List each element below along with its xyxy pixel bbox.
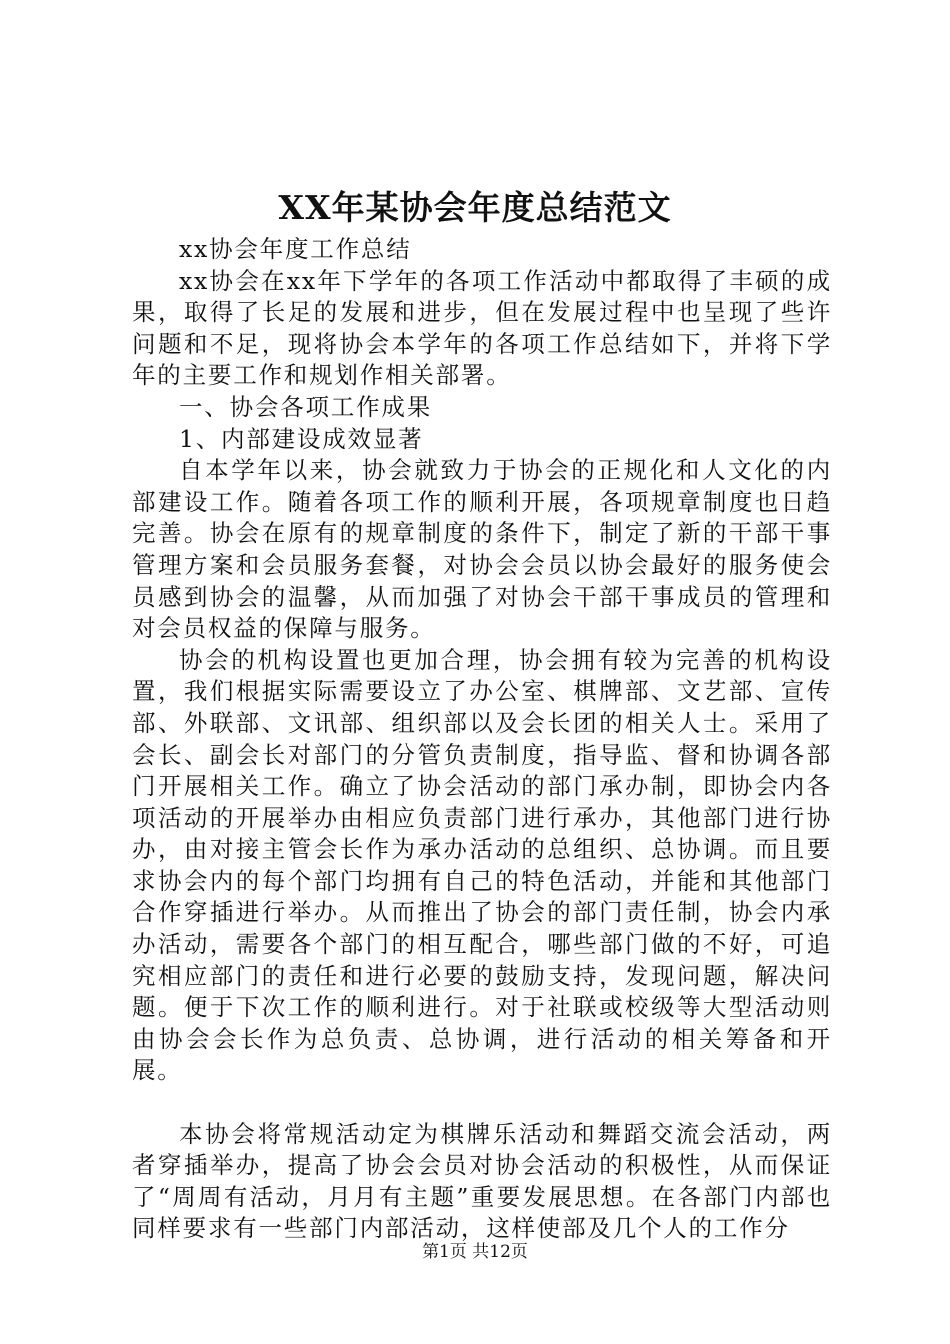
section-heading: 一、协会各项工作成果 bbox=[179, 392, 432, 421]
document-body bbox=[132, 234, 832, 1245]
page-footer: 第1页 共12页 bbox=[422, 1242, 528, 1262]
paragraph-internal-construction: 自本学年以来，协会就致力于协会的正规化和人文化的内部建设工作。随着各项工作的顺利开展，各项规章制度也日趋完善。协会在原有的规章制度的条件下，制定了新的干部干事管理方案和会员服务套餐，对协会会员以协会最好的服务使会员感到协会的温馨，从而加强了对协会干部干事成员的管理和对会员权益的保障与服务。 bbox=[132, 456, 832, 643]
paragraph-intro: xx协会在xx年下学年的各项工作活动中都取得了丰硕的成果，取得了长足的发展和进步，但在发展过程中也呈现了些许问题和不足，现将协会本学年的各项工作总结如下，并将下学年的主要工作和规划作相关部署。 bbox=[132, 266, 832, 390]
document-title: XX年某协会年度总结范文 bbox=[278, 188, 672, 227]
paragraph-subtitle: xx协会年度工作总结 bbox=[179, 235, 412, 263]
paragraph-organization: 协会的机构设置也更加合理，协会拥有较为完善的机构设置，我们根据实际需要设立了办公室、棋牌部、文艺部、宣传部、外联部、文讯部、组织部以及会长团的相关人士。采用了会长、副会长对部门的分管负责制度，指导监、督和协调各部门开展相关工作。确立了协会活动的部门承办制，即协会内各项活动的开展举办由相应负责部门进行承办，其他部门进行协办，由对接主管会长作为承办活动的总组织、总协调。而且要求协会内的每个部门均拥有自己的特色活动，并能和其他部门合作穿插进行举办。从而推出了协会的部门责任制，协会内承办活动，需要各个部门的相互配合，哪些部门做的不好，可追究相应部门的责任和进行必要的鼓励支持，发现问题，解决问题。便于下次工作的顺利进行。对于社联或校级等大型活动则由协会会长作为总负责、总协调，进行活动的相关筹备和开展。 bbox=[132, 645, 832, 1085]
paragraph-regular-activities: 本协会将常规活动定为棋牌乐活动和舞蹈交流会活动，两者穿插举办，提高了协会会员对协会活动的积极性，从而保证了“周周有活动，月月有主题”重要发展思想。在各部门内部也同样要求有一些部门内部活动，这样使部及几个人的工作分 bbox=[132, 1119, 832, 1243]
subsection-heading: 1、内部建设成效显著 bbox=[179, 424, 424, 453]
